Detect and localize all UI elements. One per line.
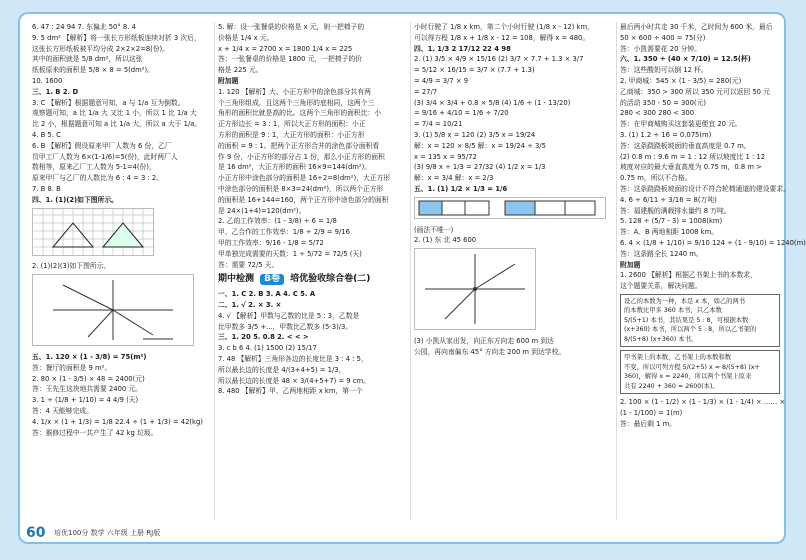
text-line: 纸板原来的面积是 5/8 × 8 = 5(dm²)。 xyxy=(32,66,154,75)
text-line: 答：这些酸奶可以倒 12 杯。 xyxy=(620,66,708,75)
text-line: 答：福建舰的满载排水量约 8 万吨。 xyxy=(620,206,731,215)
text-line: 答：4 天能够完成。 xyxy=(32,406,93,415)
text-line: x + 1/4 x = 2700 x = 1800 1/4 x = 225 xyxy=(218,44,353,53)
text-line: 的面积 = 9 : 1。把两个正方形合并的涂色部分面积看 xyxy=(218,141,380,150)
text-line: 答：小凯需要花 20 分钟。 xyxy=(620,44,701,53)
text-line: 6. 47 : 24 94 7. 东偏北 50° 8. 4 xyxy=(32,23,136,31)
text-line: 4. 1/x × (1 + 1/3) = 1/8 22.4 ÷ (1 + 1/3) = 42(kg) xyxy=(32,417,203,426)
text-line: (1 - 1/100) = 1(m) xyxy=(620,409,683,418)
column-1 xyxy=(32,22,212,520)
text-line: (3) 9/8 x ÷ 1/3 = 27/32 (4) 1/2 x = 1/3 xyxy=(414,163,546,172)
text-line: 2. (1)(2)(3)如下图所示。 xyxy=(32,262,111,271)
text-line: 9. 5 dm² 【解析】将一张长方形纸板连续对折 3 次后， xyxy=(32,33,201,42)
section-heading: 五、1. 120 × (1 - 3/8) = 75(m²) xyxy=(32,352,147,361)
text-line: 的本数比甲多 360 本书，只乙本数 xyxy=(624,307,722,315)
text-line: 5/(5+1) 本书，其结果是 5 : 8，可根据本数 xyxy=(624,316,749,324)
text-line: 360)，解得 x = 2240，所以两个书架上原来 xyxy=(624,373,752,381)
text-line: 2. (1) 东 北 45 600 xyxy=(414,236,477,245)
text-line: = 4/9 = 3/7 × 9 xyxy=(414,76,469,85)
text-line: 这个题要关系，解决问题。 xyxy=(620,282,702,291)
text-line: 5. 解：设一张餐桌的价格是 x 元，则一把椅子的 xyxy=(218,23,365,31)
exam-title: 期中检测 xyxy=(218,274,255,285)
text-line: 解：x = 120 × 8/5 解：x = 19/24 ÷ 3/5 xyxy=(414,141,546,150)
text-line: = 5/12 × 16/15 = 3/7 × (7.7 + 1.3) xyxy=(414,66,535,75)
route-figure xyxy=(414,248,536,330)
text-line: (x+360) 本书，所以两个 5 : 8，所以乙书架的 xyxy=(624,326,757,334)
text-line: 可以得方程 1/8 x + 1/8 x - 12 = 108，解得 x = 480。 xyxy=(414,33,590,42)
section-heading: 五、1. (1) 1/2 × 1/3 = 1/6 xyxy=(414,184,508,193)
text-line: = 9/16 + 4/10 = 1/6 ÷ 7/20 xyxy=(414,109,509,118)
text-line: 50 × 600 ÷ 400 = 75(分) xyxy=(620,33,706,42)
text-line: 6. 4 × (1/8 + 1/10) = 9/10 124 ÷ (1 - 9/10) = 1240(m) xyxy=(620,238,806,247)
section-heading: 四、1. (1)(2)如下图所示。 xyxy=(32,195,118,204)
direction-figure xyxy=(32,274,194,346)
text-line: 2. (1) 3/5 × 4/9 × 15/16 (2) 3/7 × 7.7 + 1.3 × 3/7 xyxy=(414,55,584,64)
text-line: 7. 48 【解析】三角形各边的长度比是 3 : 4 : 5， xyxy=(218,354,368,363)
text-line: 中涂色部分的面积是 8×3=24(dm²)，所以两个正方形 xyxy=(218,184,384,193)
text-line: 原来甲厂与乙厂的人数比为 6 : 4 = 3 : 2。 xyxy=(32,174,164,183)
text-line: 解：x = 3/4 解：x = 2/3 xyxy=(414,174,494,183)
text-line: 甲、乙合作的工作效率：1/8 ÷ 2/9 = 9/16 xyxy=(218,228,350,237)
text-line: 2. 80 × (1 - 3/5) × 48 = 2400(元) xyxy=(32,374,145,383)
text-line: 坡度对应的最大垂直高度为 0.75 m，0.8 m > xyxy=(620,163,762,172)
text-line: 4. 6 ÷ 6/11 ÷ 3/16 = 8(万吨) xyxy=(620,195,717,204)
text-line: 甲的工作效率：9/16 - 1/8 = 5/72 xyxy=(218,238,324,247)
section-heading: 一、1. C 2. B 3. A 4. C 5. A xyxy=(218,290,316,299)
text-line: 甲单独完成需要的天数：1 ÷ 5/72 = 72/5 (天) xyxy=(218,249,362,258)
text-line: 数相等，原来乙厂工人数为 5-1=4(份)， xyxy=(32,163,156,172)
text-line: 方形的面积是 9 : 1，大正方形的面积：小正方形 xyxy=(218,130,365,139)
text-line: 280 < 300 280 < 300 xyxy=(620,109,695,118)
answer-page xyxy=(18,12,806,544)
text-line: 观察题可知，a 比 1/a 大 又比 1 小，所以 1 比 1/a 大 xyxy=(32,109,197,118)
text-line: 8/(5+8) (x+360) 本书。 xyxy=(624,335,698,343)
text-line: 2. 乙的工作效率：(1 - 3/8) ÷ 6 = 1/8 xyxy=(218,217,337,226)
text-line: 答：需要 72/5 天。 xyxy=(218,260,279,269)
text-line: 小正方形中涂色部分的面积是 16÷2=8(dm²)，大正方形 xyxy=(218,174,391,183)
column-divider xyxy=(410,22,411,520)
text-line: 答：这条跷跷板坡面的设计不符合轮椅通道的建设要求。 xyxy=(620,184,790,193)
column-divider xyxy=(214,22,215,520)
text-line: 3. (1) 1.2 ÷ 16 = 0.075(m) xyxy=(620,130,712,139)
text-line: 2. 100 × (1 - 1/2) × (1 - 1/3) × (1 - 1/4) × …… × xyxy=(620,398,786,407)
text-line: 是 24×(1+4)=120(dm²)。 xyxy=(218,206,306,215)
text-line: 的面积是 16+144=160，两个正方形中涂色部分的面积 xyxy=(218,195,389,204)
text-line: 格是 225 元。 xyxy=(218,66,263,75)
text-line: 5. 128 ÷ (5/7 - 3) = 1008(km) xyxy=(620,217,723,226)
text-line: 价格是 1/4 x 元。 xyxy=(218,33,274,42)
text-line: 2. 甲商城：545 × (1 - 3/5) = 280(元) xyxy=(620,76,742,85)
text-line: 比 2 小，根据题意可知 a 比 1/a 大，所以 a 大于 1/a。 xyxy=(32,120,202,129)
text-line: (3) 3/4 × 3/4 + 0.8 × 5/8 (4) 1/6 ÷ (1 - 13/20) xyxy=(414,98,571,107)
text-line: 作 9 份，小正方形的部分占 1 份，那么小正方形的面积 xyxy=(218,152,385,161)
text-line: 这张长方形纸板被平均分成 2×2×2=8(份)。 xyxy=(32,44,170,53)
text-line: 所以最长边的长度是 4/(3+4+5) = 1/3， xyxy=(218,365,346,374)
text-line: 设乙的本数为一种，本是 x 本，如乙的两书 xyxy=(624,297,746,305)
grid-figure xyxy=(32,208,154,256)
fraction-bars-figure xyxy=(414,197,606,219)
text-line: x = 135 x = 95/72 xyxy=(414,152,477,161)
text-line: 角形的面积比就是高的比。这两个三角形的面积比：小 xyxy=(218,109,382,118)
text-line: 4. √ 【解析】甲数与乙数的比是 5 : 3，乙数是 xyxy=(218,311,360,320)
text-line: 8. 480 【解析】甲、乙两地相距 x km，第一个 xyxy=(218,387,363,396)
text-line: 答：这条路全长 1240 m。 xyxy=(620,249,703,258)
exam-header xyxy=(218,274,408,285)
text-line: 不变，所以可列方程 5/(2+5) x = 8/(5+8) (x+ xyxy=(624,363,760,371)
text-line: 乙商城：350 > 300 所以 350 元可以返回 50 元 xyxy=(620,87,770,96)
text-line: = 27/7 xyxy=(414,87,438,96)
text-line: 公园，再向南偏东 45° 方向走 200 m 到达学校。 xyxy=(414,347,566,356)
text-line: 3. 1 ÷ (1/8 + 1/10) = 4 4/9 (天) xyxy=(32,396,139,405)
text-line: (3) 小凯从家出发，向正东方向走 600 m 到达 xyxy=(414,336,554,345)
text-line: 答：餐厅的面积是 9 m²。 xyxy=(32,363,112,372)
section-heading: 二、1. √ 2. × 3. × xyxy=(218,300,282,309)
text-line: 4. B 5. C xyxy=(32,130,61,139)
section-heading: 附加题 xyxy=(218,76,239,85)
page-number: 60 xyxy=(26,525,46,541)
text-line: 答：一张餐桌的价格是 1800 元，一把椅子的价 xyxy=(218,55,362,64)
footer-text: 培优100分 数学 六年级 上册 RJ版 xyxy=(54,529,161,537)
exam-subtitle: 培优验收综合卷(二) xyxy=(290,274,371,285)
text-line: 是 16 dm²，大正方形的面积 16×9=144(dm²)。 xyxy=(218,163,372,172)
text-line: 6. B 【解析】假设原来甲厂人数为 6 份，乙厂 xyxy=(32,141,172,150)
text-line: 共有 2240 + 360 = 2600(本)。 xyxy=(624,382,719,390)
explanation-box xyxy=(620,294,780,348)
text-line: 答：在甲商城购买这套装更便宜 20 元。 xyxy=(620,120,742,129)
text-line: 3. c b 6 4. (1) 1500 (2) 15/17 xyxy=(218,344,317,353)
column-3 xyxy=(414,22,614,520)
column-2 xyxy=(218,22,408,520)
text-line: 答：最后剩 1 m。 xyxy=(620,420,677,429)
section-heading: 六、1. 350 ÷ (40 × 7/10) = 12.5(杯) xyxy=(620,55,751,64)
text-line: (画法不唯一) xyxy=(414,225,454,234)
section-heading: 三、1. 20 5. 0.8 2. < < > xyxy=(218,333,309,342)
text-line: 7. B 8. B xyxy=(32,184,61,193)
text-line: 答：A、B 两地相距 1008 km。 xyxy=(620,228,719,237)
text-line: 答：猴修过程中一共产生了 42 kg 垃圾。 xyxy=(32,428,158,437)
text-line: 最后两小时共走 30 千米，乙时间为 600 米，最后 xyxy=(620,23,773,31)
text-line: 10. 1600 xyxy=(32,76,63,85)
exam-badge: B卷 xyxy=(260,274,284,285)
text-line: 1. 2600 【解析】根据乙书架上书的本数求， xyxy=(620,271,757,280)
section-heading: 四、1. 1/3 2 17/12 22 4 98 xyxy=(414,44,511,53)
text-line: 答：这条跷跷板坡面的垂直高度是 0.7 m。 xyxy=(620,141,751,150)
text-line: 员甲工厂人数为 6×(1-1/6)=5(份)，此时两厂人 xyxy=(32,152,178,161)
text-line: = 7/4 = 10/21 xyxy=(414,120,463,129)
text-line: 0.75 m，所以不合格。 xyxy=(620,174,692,183)
page-footer xyxy=(18,524,786,544)
section-heading: 三、1. B 2. D xyxy=(32,87,79,96)
text-line: 个三角形组成，且这两个三角形的底相同，这两个三 xyxy=(218,98,375,107)
text-line: 比甲数多 3/5 +...，甲数比乙数多 (5-3)/3。 xyxy=(218,322,353,331)
column-4 xyxy=(620,22,806,520)
text-line: 3. (1) 5/8 x = 120 (2) 3/5 x = 19/24 xyxy=(414,130,536,139)
text-line: (2) 0.8 m : 9.6 m = 1 : 12 所以坡度比 1 : 12 xyxy=(620,152,766,161)
text-line: 甲书架上的本数，乙书架上的本数和数 xyxy=(624,354,732,362)
text-line: 答：王先生这块地共需要 2400 元。 xyxy=(32,385,142,394)
text-line: 1. 120 【解析】大、小正方形中的涂色部分共有两 xyxy=(218,87,371,96)
text-line: 3. C 【解析】根据题意可知，a 与 1/a 互为倒数。 xyxy=(32,98,185,107)
text-line: 其中的面积就是 5/8 dm²，所以这张 xyxy=(32,55,143,64)
column-divider xyxy=(616,22,617,520)
section-heading: 附加题 xyxy=(620,260,641,269)
text-line: 的活动 350 - 50 = 300(元) xyxy=(620,98,707,107)
explanation-box xyxy=(620,350,780,394)
text-line: 小时行驶了 1/8 x km，第二个小时行驶 (1/8 x - 12) km， xyxy=(414,23,594,31)
text-line: 正方形边长 = 3 : 1，所以大正方形的面积：小正 xyxy=(218,120,366,129)
text-line: 所以最长边的长度是 48 × 3/(4+5+7) = 9 cm。 xyxy=(218,376,370,385)
